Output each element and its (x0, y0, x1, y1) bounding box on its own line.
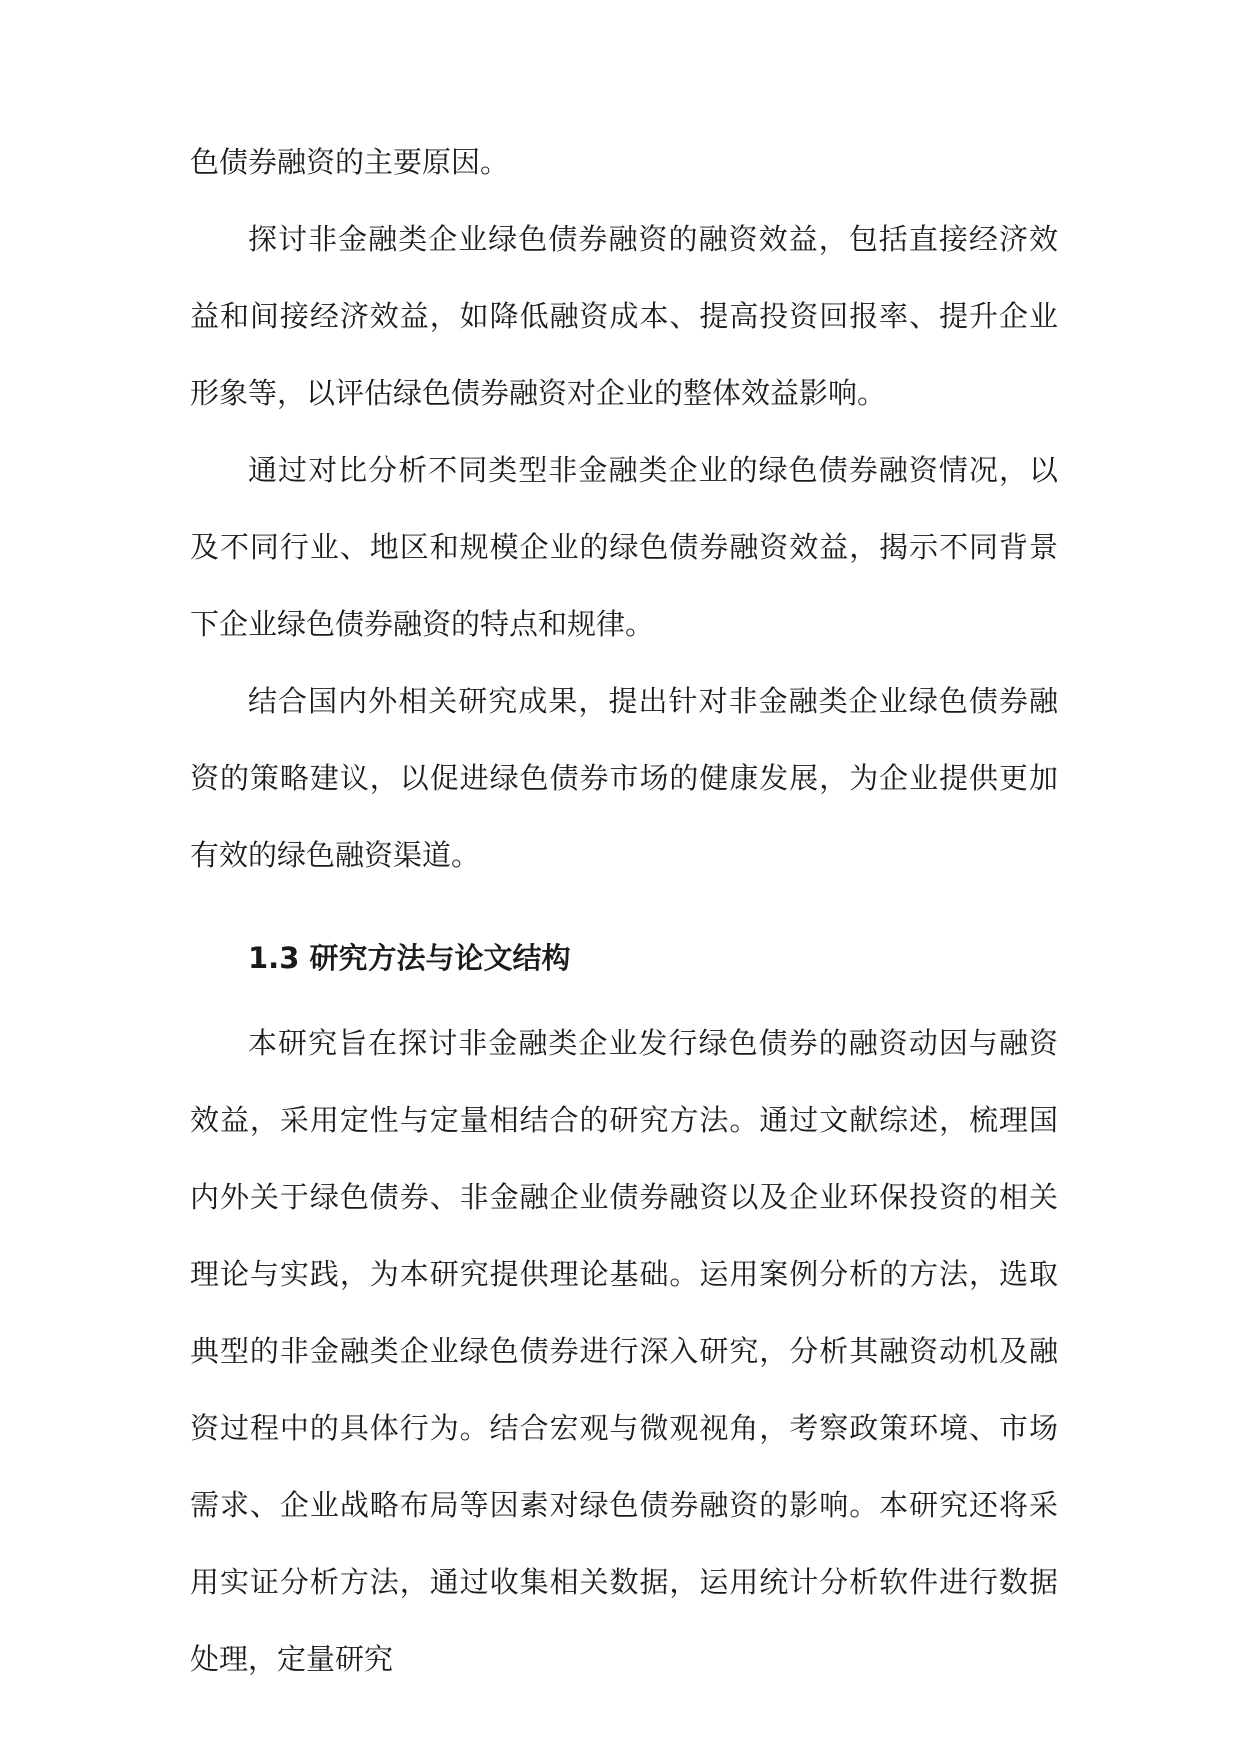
paragraph-strategy-suggestions: 结合国内外相关研究成果，提出针对非金融类企业绿色债券融资的策略建议，以促进绿色债券市场的健康发展，为企业提供更加有效的绿色融资渠道。 (190, 684, 1058, 872)
section-heading: 1.3 研究方法与论文结构 (248, 941, 571, 975)
paragraph-research-methods: 本研究旨在探讨非金融类企业发行绿色债券的融资动因与融资效益，采用定性与定量相结合的研究方法。通过文献综述，梳理国内外关于绿色债券、非金融企业债券融资以及企业环保投资的相关理论与实践，为本研究提供理论基础。运用案例分析的方法，选取典型的非金融类企业绿色债券进行深入研究，分析其融资动机及融资过程中的具体行为。结合宏观与微观视角，考察政策环境、市场需求、企业战略布局等因素对绿色债券融资的影响。本研究还将采用实证分析方法，通过收集相关数据，运用统计分析软件进行数据处理，定量研究 (190, 1026, 1058, 1676)
paragraph-financing-benefits: 探讨非金融类企业绿色债券融资的融资效益，包括直接经济效益和间接经济效益，如降低融资成本、提高投资回报率、提升企业形象等，以评估绿色债券融资对企业的整体效益影响。 (190, 222, 1058, 410)
paragraph-continuation: 色债券融资的主要原因。 (190, 145, 510, 179)
body-text-top (190, 124, 1058, 894)
body-text-bottom (190, 1005, 1058, 1698)
paragraph-comparative-analysis: 通过对比分析不同类型非金融类企业的绿色债券融资情况，以及不同行业、地区和规模企业的绿色债券融资效益，揭示不同背景下企业绿色债券融资的特点和规律。 (190, 453, 1058, 641)
